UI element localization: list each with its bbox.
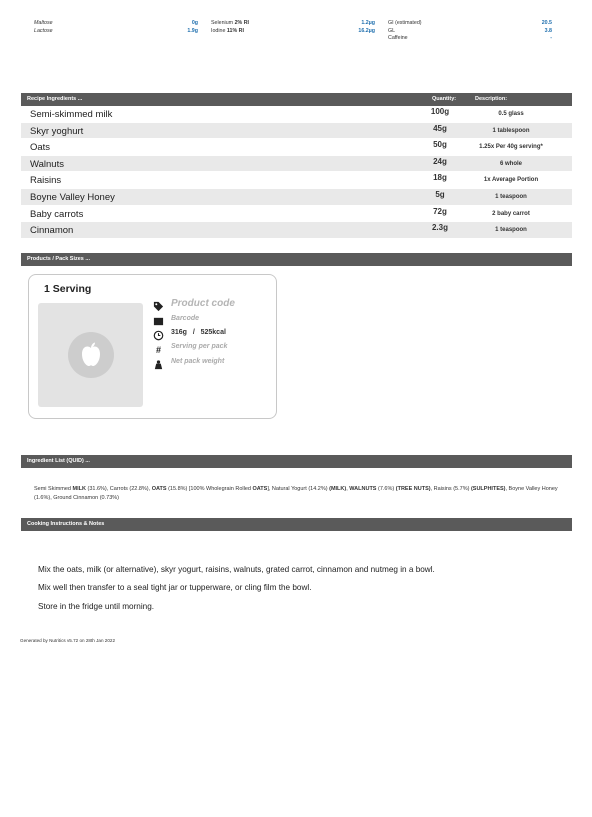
ingredient-text: (31.6%), Carrots (22.8%), [85,486,152,492]
nutrient-value: 3.8 [544,27,552,34]
ingredient-description: 1 teaspoon [495,227,527,234]
nutrient-value: - [550,35,552,41]
ingredient-text: ], Natural Yogurt (14.2%) [267,486,330,492]
allergen-text: WALNUTS [349,486,377,492]
ingredient-row [21,156,572,173]
ingredient-quantity: 18g [433,173,447,183]
ingredient-list-text [34,485,564,502]
pack-energy: 525kcal [200,329,226,336]
ingredient-name: Walnuts [30,158,64,170]
nutrient-label: GL [388,27,396,34]
ingredient-description: 2 baby carrot [492,210,530,217]
ingredient-name: Baby carrots [30,208,84,220]
nutrient-label: Caffeine [388,35,408,41]
ingredient-row [21,172,572,189]
ingredient-description: 0.5 glass [498,111,524,117]
ingredient-text: (15.8%) [100% Wholegrain Rolled [166,486,253,492]
apple-icon [68,332,114,378]
net-pack-weight: Net pack weight [171,358,225,365]
ingredient-name: Raisins [30,175,62,187]
nutrient-col-a-values [160,20,198,35]
ingredient-quantity: 2.3g [431,223,448,233]
separator: / [192,329,195,336]
cooking-step: Mix well then transfer to a seal tight jar or tupperware, or cling film the bowl. [38,583,312,592]
description-column-header: Description: [475,96,508,102]
ingredient-row [21,106,572,123]
hash-icon: # [155,345,161,355]
ingredient-list-header [21,455,572,468]
allergen-text: MILK [72,486,86,492]
ingredient-name: Cinnamon [30,225,74,237]
ingredient-description: 1 tablespoon [492,127,530,134]
barcode: Barcode [171,315,200,322]
ingredient-text: Semi Skimmed [34,486,73,492]
section-title: Ingredient List (QUID) ... [27,458,90,464]
ingredient-description: 1 teaspoon [495,193,527,200]
section-title: Recipe Ingredients ... [27,96,83,102]
nutrient-col-a-labels [34,20,124,35]
nutrient-label: Lactose [34,27,53,34]
section-title: Cooking Instructions & Notes [27,521,105,527]
allergen-text: (MILK) [329,486,347,492]
ingredient-row [21,222,572,239]
ingredient-row [21,139,572,156]
barcode-icon [153,316,164,327]
nutrient-label: Iodine 11% RI [211,27,244,34]
ingredient-quantity: 45g [433,123,447,133]
ingredient-quantity: 72g [433,206,447,216]
allergen-text: OATS [151,486,167,492]
clock-icon [153,330,164,341]
tag-icon [153,301,164,312]
cooking-step: Mix the oats, milk (or alternative), skyr yogurt, raisins, walnuts, grated carrot, cinnamon and nutmeg in a bowl. [38,565,435,574]
ingredient-text: , Raisins (5.7%) [430,486,471,492]
generated-by-footer: Generated by Nutritics v5.72 on 28th Jan 2022 [20,638,115,643]
ingredient-row [21,123,572,140]
quantity-column-header: Quantity: [432,96,457,102]
allergen-text: OATS [252,486,268,492]
ingredient-quantity: 50g [433,140,447,150]
ingredient-row [21,206,572,223]
cooking-step: Store in the fridge until morning. [38,602,155,611]
ingredient-text: (7.6%) [376,486,396,492]
nutrient-value: 1.9g [187,27,198,34]
pack-size-title: 1 Serving [44,283,92,295]
weight-icon [153,359,164,370]
pack-weight: 316g [171,329,187,336]
nutrient-value: 20.5 [541,20,552,26]
ingredient-text: , Boyne Valley Honey (1.6%), Ground Cinnamon (0.73%) [34,486,558,501]
ingredient-quantity: 100g [430,107,450,116]
ingredient-description: 6 whole [499,160,522,167]
nutrient-label: GI (estimated) [388,20,422,26]
allergen-text: (SULPHITES) [470,486,506,492]
weight-energy [171,329,226,336]
ingredient-row [21,189,572,206]
ingredient-name: Boyne Valley Honey [30,191,115,203]
recipe-ingredients-header [21,93,572,106]
nutrient-col-b-values [330,20,375,35]
ingredient-text: , [346,486,350,492]
ingredient-quantity: 24g [433,156,447,166]
recipe-ingredients-table [21,106,572,239]
nutrient-value: 0g [191,20,198,26]
nutrient-label: Maltose [34,20,53,26]
ingredient-name: Skyr yoghurt [30,125,84,137]
products-header [21,253,572,266]
section-title: Products / Pack Sizes ... [27,256,90,262]
ingredient-description: 1.25x Per 40g serving* [479,144,543,151]
ingredient-name: Semi-skimmed milk [30,109,113,120]
ingredient-description: 1x Average Portion [483,177,539,184]
cooking-instructions-header [21,518,572,531]
ingredient-name: Oats [30,142,51,154]
ingredient-quantity: 5g [435,189,445,199]
nutrient-value: 16.2µg [358,27,375,34]
nutrient-value: 1.2µg [361,20,375,26]
nutrient-col-b-labels [211,20,311,35]
nutrient-label: Selenium 2% RI [211,20,249,26]
nutrient-col-c-values [505,20,552,43]
product-code: Product code [171,298,235,309]
servings-per-pack: Serving per pack [171,343,228,350]
product-image-placeholder [38,303,143,407]
allergen-text: (TREE NUTS) [395,486,431,492]
pack-size-card[interactable] [28,274,277,419]
nutrient-col-c-labels [388,20,478,43]
